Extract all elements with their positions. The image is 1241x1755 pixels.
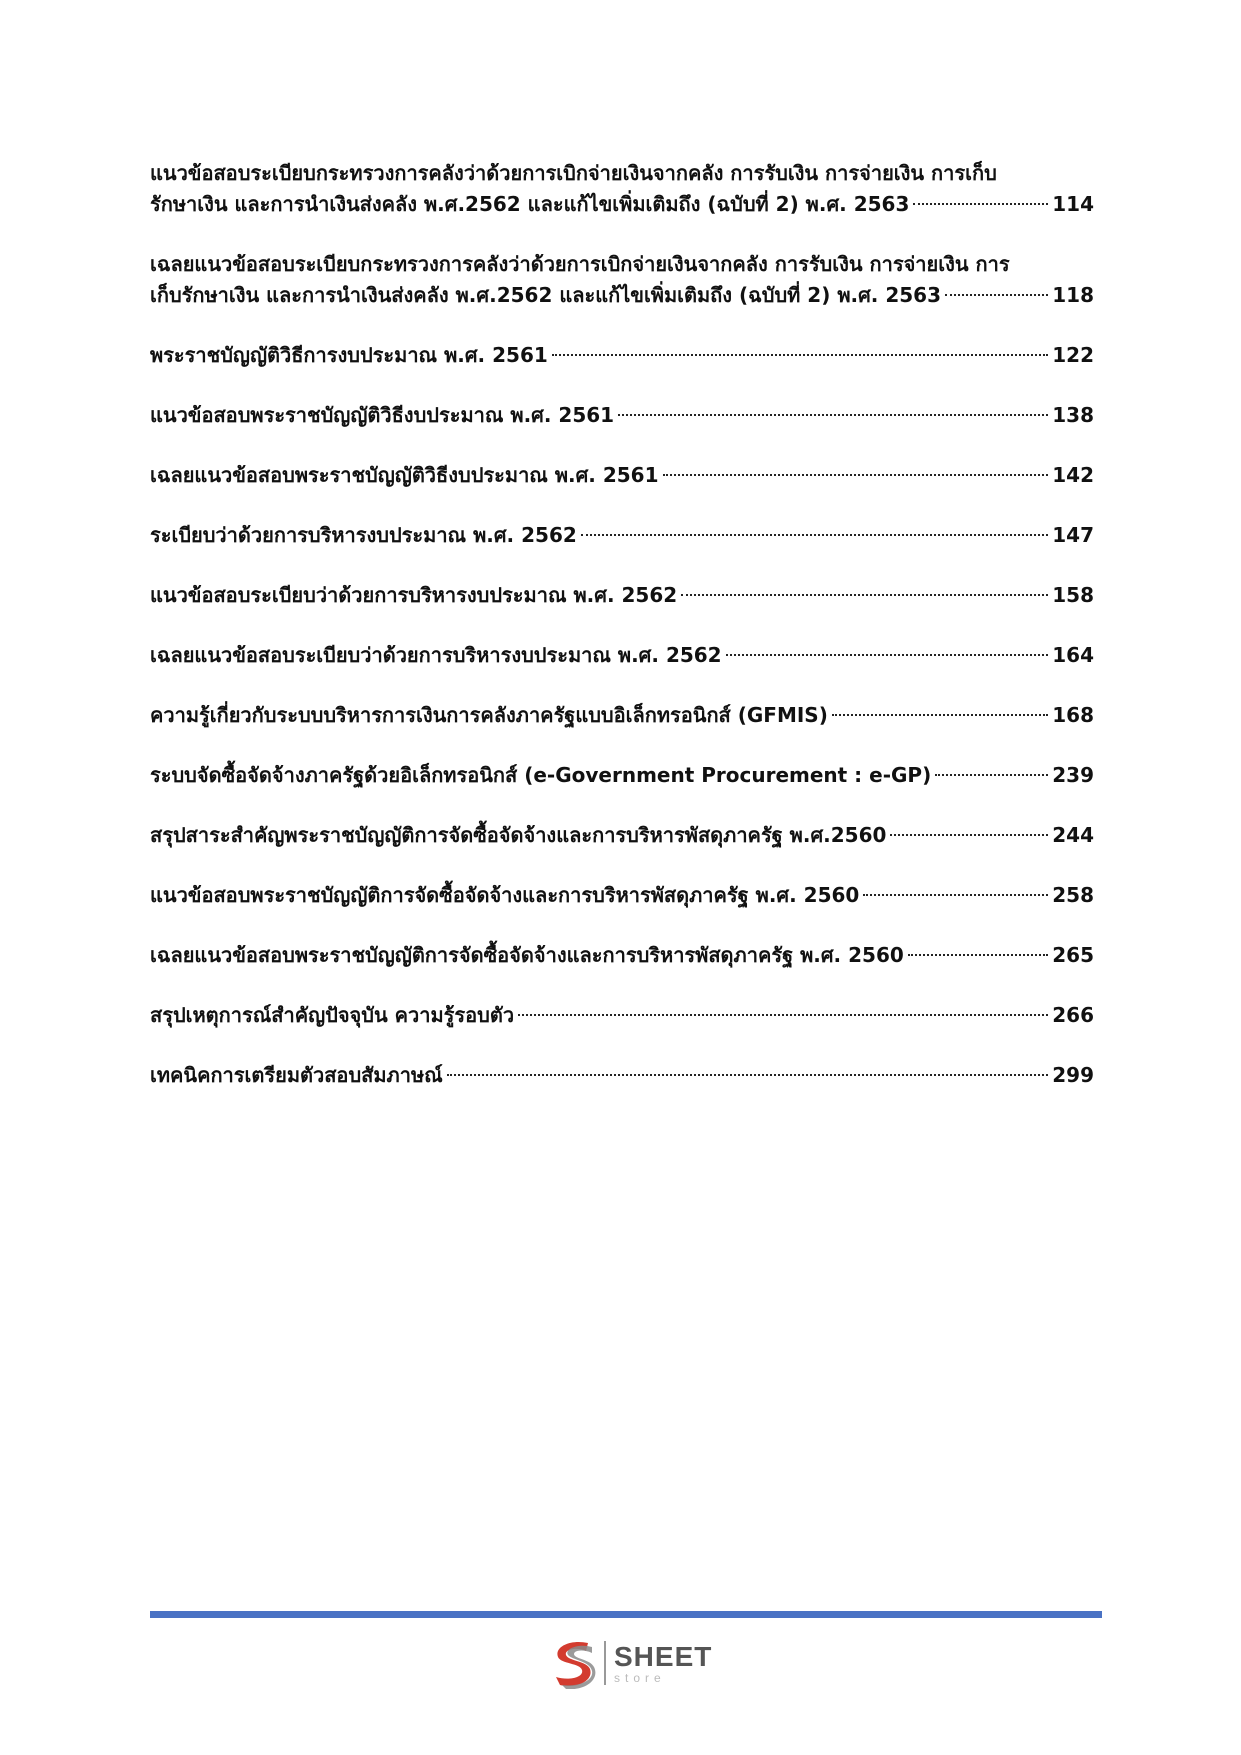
toc-page-number: 138 <box>1052 403 1094 427</box>
toc-entry-title: แนวข้อสอบพระราชบัญญัติวิธีงบประมาณ พ.ศ. 2561 <box>150 403 615 427</box>
sheet-store-logo <box>548 1637 712 1689</box>
toc-entry[interactable] <box>150 880 1094 911</box>
dot-leader <box>935 774 1048 776</box>
dot-leader <box>945 294 1048 296</box>
toc-entry-title: เทคนิคการเตรียมตัวสอบสัมภาษณ์ <box>150 1063 443 1087</box>
dot-leader <box>726 654 1049 656</box>
toc-entry-title: สรุปเหตุการณ์สำคัญปัจจุบัน ความรู้รอบตัว <box>150 1003 515 1027</box>
logo-wordmark <box>614 1640 713 1685</box>
toc-entry[interactable] <box>150 460 1094 491</box>
dot-leader <box>581 534 1048 536</box>
toc-entry[interactable] <box>150 640 1094 671</box>
toc-entry-title: ความรู้เกี่ยวกับระบบบริหารการเงินการคลังภาครัฐแบบอิเล็กทรอนิกส์ (GFMIS) <box>150 703 828 727</box>
dot-leader <box>618 414 1048 416</box>
toc-page-number: 118 <box>1052 283 1094 307</box>
toc-page-number: 239 <box>1052 763 1094 787</box>
toc-entry[interactable] <box>150 580 1094 611</box>
toc-entry-title: แนวข้อสอบระเบียบว่าด้วยการบริหารงบประมาณ พ.ศ. 2562 <box>150 583 678 607</box>
toc-page-number: 266 <box>1052 1003 1094 1027</box>
toc-entry-title: เฉลยแนวข้อสอบพระราชบัญญัติการจัดซื้อจัดจ้างและการบริหารพัสดุภาครัฐ พ.ศ. 2560 <box>150 943 904 967</box>
dot-leader <box>447 1074 1049 1076</box>
toc-entry-title: เก็บรักษาเงิน และการนำเงินส่งคลัง พ.ศ.2562 และแก้ไขเพิ่มเติมถึง (ฉบับที่ 2) พ.ศ. 2563 <box>150 283 942 307</box>
dot-leader <box>832 714 1048 716</box>
dot-leader <box>681 594 1048 596</box>
dot-leader <box>908 954 1048 956</box>
toc-page-number: 244 <box>1052 823 1094 847</box>
toc-entry[interactable] <box>150 760 1094 791</box>
toc-page-number: 265 <box>1052 943 1094 967</box>
toc-entry-title-line1: แนวข้อสอบระเบียบกระทรวงการคลังว่าด้วยการเบิกจ่ายเงินจากคลัง การรับเงิน การจ่ายเงิน การเก็บ <box>150 161 997 185</box>
toc-entry[interactable] <box>150 520 1094 551</box>
toc-entry-title: เฉลยแนวข้อสอบระเบียบว่าด้วยการบริหารงบประมาณ พ.ศ. 2562 <box>150 643 722 667</box>
toc-entry-title: พระราชบัญญัติวิธีการงบประมาณ พ.ศ. 2561 <box>150 343 548 367</box>
toc-entry-title: สรุปสาระสำคัญพระราชบัญญัติการจัดซื้อจัดจ้างและการบริหารพัสดุภาครัฐ พ.ศ.2560 <box>150 823 887 847</box>
dot-leader <box>663 474 1049 476</box>
toc-entry[interactable] <box>150 700 1094 731</box>
toc-entry[interactable] <box>150 158 1094 220</box>
dot-leader <box>863 894 1048 896</box>
toc-entry-title: รักษาเงิน และการนำเงินส่งคลัง พ.ศ.2562 และแก้ไขเพิ่มเติมถึง (ฉบับที่ 2) พ.ศ. 2563 <box>150 192 910 216</box>
toc-entry-title: ระบบจัดซื้อจัดจ้างภาครัฐด้วยอิเล็กทรอนิกส์ (e-Government Procurement : e-GP) <box>150 763 932 787</box>
logo-word: SHEET <box>614 1640 713 1672</box>
toc-page-number: 147 <box>1052 523 1094 547</box>
toc-entry-title: ระเบียบว่าด้วยการบริหารงบประมาณ พ.ศ. 2562 <box>150 523 577 547</box>
toc-entry-title: แนวข้อสอบพระราชบัญญัติการจัดซื้อจัดจ้างและการบริหารพัสดุภาครัฐ พ.ศ. 2560 <box>150 883 860 907</box>
toc-entry[interactable] <box>150 820 1094 851</box>
toc-entry[interactable] <box>150 1000 1094 1031</box>
toc-entry[interactable] <box>150 1060 1094 1091</box>
table-of-contents <box>150 158 1094 1120</box>
dot-leader <box>913 203 1048 205</box>
toc-entry-title: เฉลยแนวข้อสอบพระราชบัญญัติวิธีงบประมาณ พ.ศ. 2561 <box>150 463 659 487</box>
toc-page-number: 258 <box>1052 883 1094 907</box>
logo-separator <box>604 1641 606 1685</box>
toc-page-number: 158 <box>1052 583 1094 607</box>
dot-leader <box>890 834 1048 836</box>
toc-page-number: 164 <box>1052 643 1094 667</box>
footer-divider <box>150 1611 1102 1618</box>
dot-leader <box>518 1014 1048 1016</box>
toc-page-number: 168 <box>1052 703 1094 727</box>
toc-entry[interactable] <box>150 340 1094 371</box>
toc-entry[interactable] <box>150 400 1094 431</box>
dot-leader <box>552 354 1048 356</box>
toc-entry[interactable] <box>150 249 1094 311</box>
toc-page-number: 142 <box>1052 463 1094 487</box>
toc-page-number: 299 <box>1052 1063 1094 1087</box>
toc-entry[interactable] <box>150 940 1094 971</box>
sheet-store-logo-icon <box>548 1637 598 1689</box>
toc-page-number: 114 <box>1052 192 1094 216</box>
logo-subword: store <box>614 1670 666 1685</box>
toc-page-number: 122 <box>1052 343 1094 367</box>
toc-entry-title-line1: เฉลยแนวข้อสอบระเบียบกระทรวงการคลังว่าด้วยการเบิกจ่ายเงินจากคลัง การรับเงิน การจ่ายเงิน การ <box>150 252 1010 276</box>
